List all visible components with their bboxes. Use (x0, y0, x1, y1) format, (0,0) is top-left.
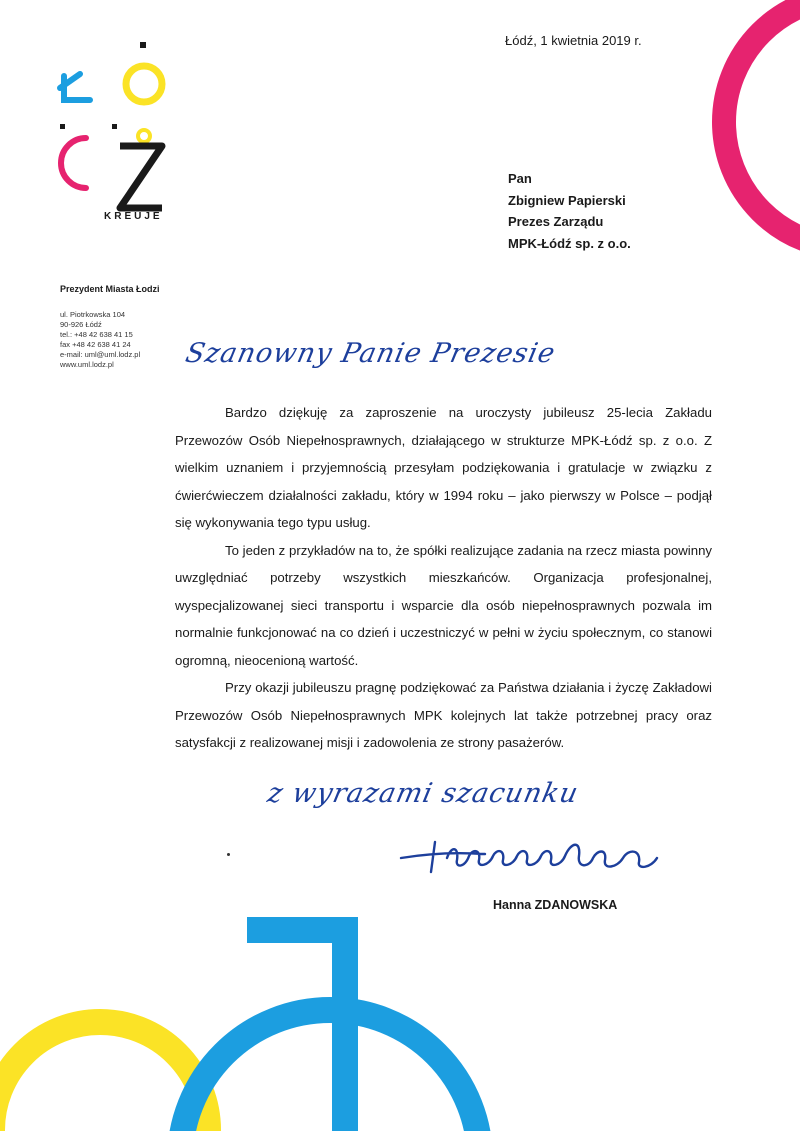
recipient-block (508, 168, 631, 254)
body-paragraph: To jeden z przykładów na to, że spółki realizujące zadania na rzecz miasta powinny uwzględniać potrzeby wszystkich mieszkańców. Organizacja profesjonalnej, wyspecjalizowanej sieci transportu i wsparcie dla osób niepełnosprawnych pozwala im normalnie funkcjonować na co dzień i uczestniczyć w pełni w życiu społecznym, co stanowi ogromną, nieocenioną wartość. (175, 542, 712, 668)
recipient-company: MPK-Łódź sp. z o.o. (508, 235, 631, 251)
decorative-bottom-shapes (0, 910, 800, 1131)
contact-fax: fax +48 42 638 41 24 (60, 340, 131, 349)
signer-name: Hanna ZDANOWSKA (493, 898, 618, 912)
handwritten-salutation: Szanowny Panie Prezesie (182, 338, 559, 369)
contact-email: e-mail: uml@uml.lodz.pl (60, 350, 141, 359)
letter-body (175, 399, 712, 757)
contact-address: ul. Piotrkowska 104 (60, 310, 126, 319)
sender-title: Prezydent Miasta Łodzi (60, 284, 160, 294)
body-paragraph: Bardzo dziękuję za zaproszenie na uroczysty jubileusz 25-lecia Zakładu Przewozów Osób Niepełnosprawnych, działającego w strukturze MPK-Łódź sp. z o.o. Z wielkim uznaniem i przyjemnością przesyłam podziękowania i gratulacje w związku z ćwierćwieczem działalności zakładu, który w 1994 roku – jako pierwszy w Polsce – podjął się wykonywania tego typu usług. (175, 405, 712, 530)
handwritten-closing: z wyrazami szacunku (264, 778, 582, 809)
sender-contact (60, 310, 140, 370)
recipient-name: Zbigniew Papierski (508, 192, 626, 208)
body-paragraph: Przy okazji jubileuszu pragnę podziękować za Państwa działania i życzę Zakładowi Przewozów Osób Niepełnosprawnych MPK kolejnych lat także potrzebnej pracy oraz satysfakcji z realizowanej misji i zadowolenia ze strony pasażerów. (175, 680, 712, 750)
recipient-salutation-title: Pan (508, 171, 532, 186)
contact-postal: 90-926 Łódź (60, 320, 102, 329)
lodz-kreuje-logo (50, 38, 180, 238)
contact-website: www.uml.lodz.pl (60, 360, 114, 369)
ink-dot (227, 853, 230, 856)
decorative-magenta-arc (690, 0, 800, 260)
contact-phone: tel.: +48 42 638 41 15 (60, 330, 133, 339)
handwritten-signature (395, 828, 675, 878)
recipient-position: Prezes Zarządu (508, 214, 604, 229)
logo-caption: KREUJE (104, 211, 163, 222)
letter-date: Łódź, 1 kwietnia 2019 r. (505, 33, 642, 48)
